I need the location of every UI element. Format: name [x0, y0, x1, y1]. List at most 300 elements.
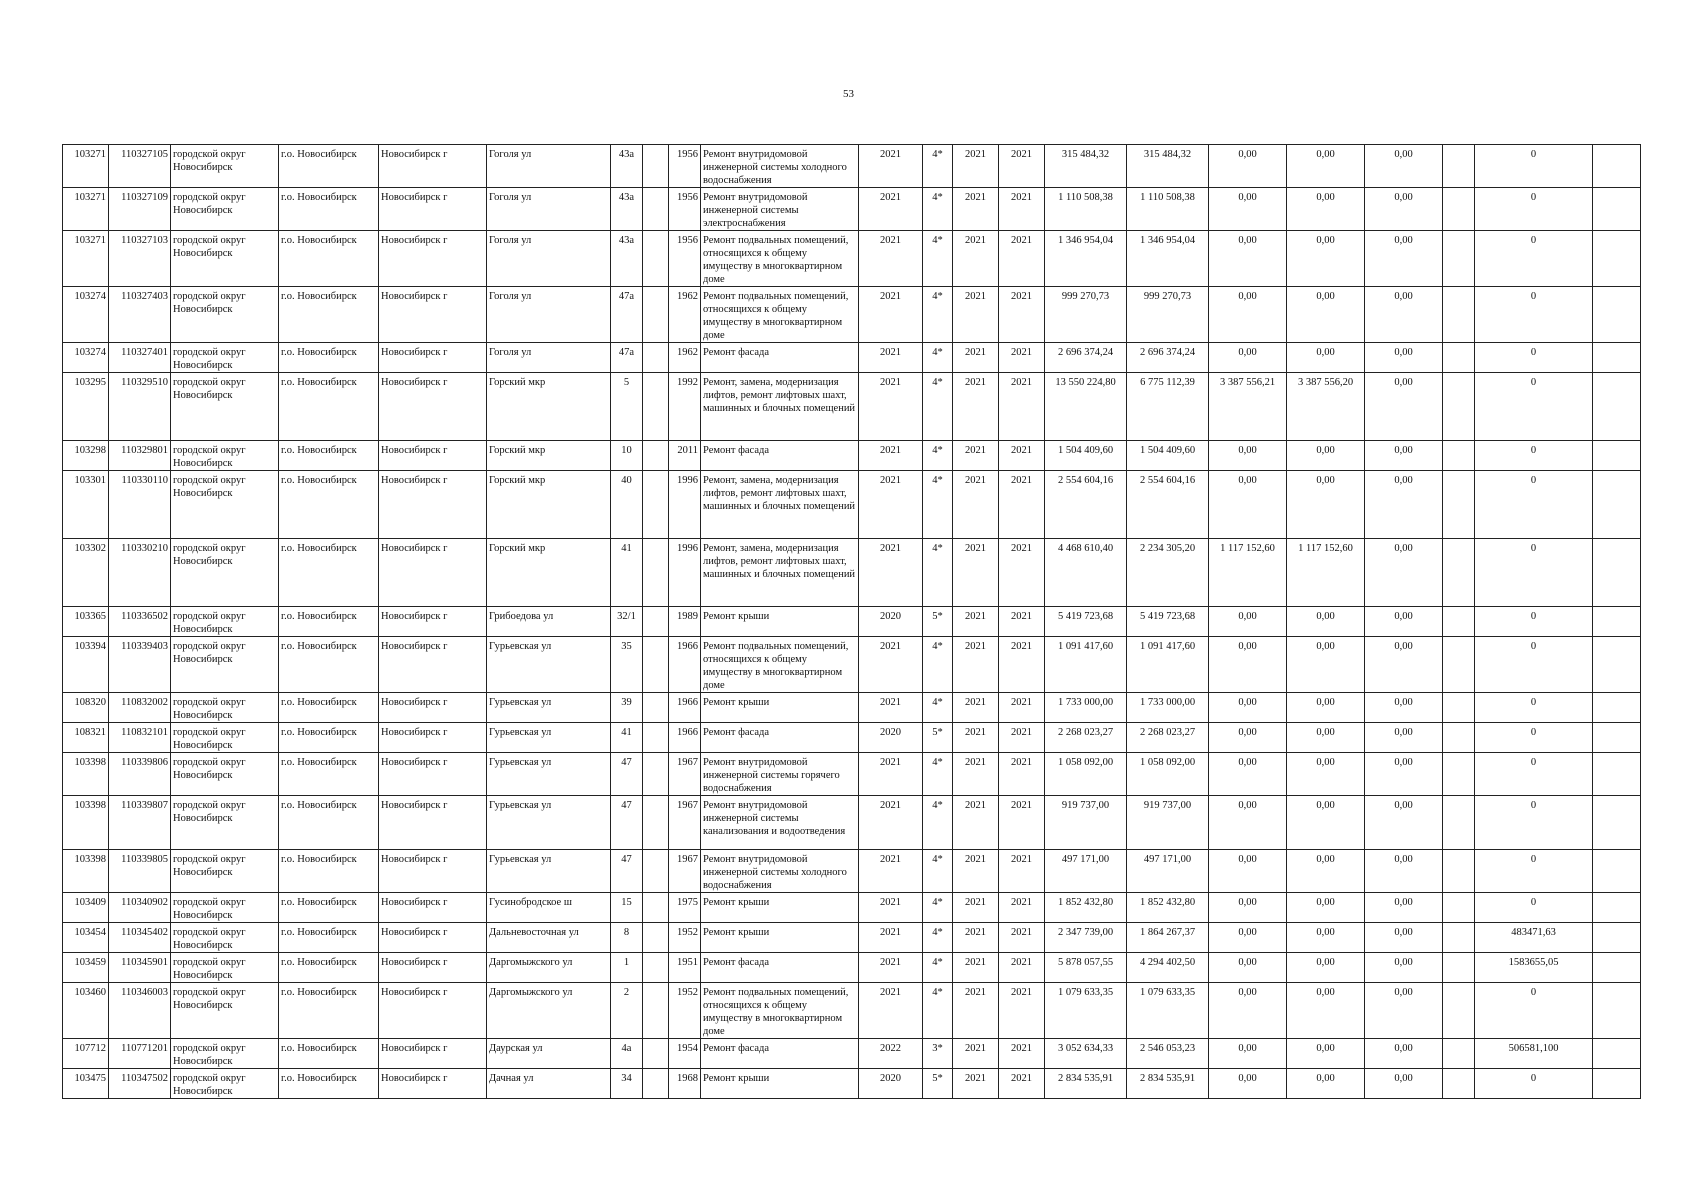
cost-v3: 0,00 [1365, 753, 1443, 796]
plan-year: 2021 [859, 753, 923, 796]
cost-v2: 0,00 [1287, 983, 1365, 1039]
year-built: 1992 [669, 373, 701, 441]
total-cost: 919 737,00 [1045, 796, 1127, 850]
end-year: 2021 [999, 637, 1045, 693]
empty-cell [1593, 753, 1641, 796]
owner-funds: 0 [1475, 145, 1593, 188]
city: Новосибирск г [379, 231, 487, 287]
table-row [63, 953, 1641, 983]
empty-cell [1593, 796, 1641, 850]
district: г.о. Новосибирск [279, 893, 379, 923]
cost-v1: 0,00 [1209, 188, 1287, 231]
total-cost: 1 110 508,38 [1045, 188, 1127, 231]
cost-v1: 0,00 [1209, 145, 1287, 188]
fund-cost: 2 554 604,16 [1127, 471, 1209, 539]
empty-cell [1443, 693, 1475, 723]
work-type: Ремонт, замена, модернизация лифтов, ремонт лифтовых шахт, машинных и блочных помещений [701, 373, 859, 441]
cost-v1: 0,00 [1209, 1069, 1287, 1099]
municipality: городской округ Новосибирск [171, 923, 279, 953]
owner-funds: 0 [1475, 637, 1593, 693]
cost-v3: 0,00 [1365, 983, 1443, 1039]
table-row [63, 1069, 1641, 1099]
priority: 4* [923, 753, 953, 796]
cost-v2: 0,00 [1287, 693, 1365, 723]
district: г.о. Новосибирск [279, 753, 379, 796]
year-built: 1952 [669, 983, 701, 1039]
district: г.о. Новосибирск [279, 188, 379, 231]
priority: 5* [923, 723, 953, 753]
empty-cell [1593, 607, 1641, 637]
empty-cell [1443, 373, 1475, 441]
empty-cell [1593, 1039, 1641, 1069]
municipality: городской округ Новосибирск [171, 953, 279, 983]
house-number: 5 [611, 373, 643, 441]
fund-cost: 6 775 112,39 [1127, 373, 1209, 441]
cost-v1: 0,00 [1209, 796, 1287, 850]
city: Новосибирск г [379, 850, 487, 893]
municipality: городской округ Новосибирск [171, 607, 279, 637]
cost-v1: 0,00 [1209, 983, 1287, 1039]
year-built: 1967 [669, 796, 701, 850]
total-cost: 1 079 633,35 [1045, 983, 1127, 1039]
cost-v3: 0,00 [1365, 287, 1443, 343]
house-number: 15 [611, 893, 643, 923]
cost-v3: 0,00 [1365, 441, 1443, 471]
municipality: городской округ Новосибирск [171, 693, 279, 723]
cost-v3: 0,00 [1365, 923, 1443, 953]
cost-v3: 0,00 [1365, 893, 1443, 923]
extra-cell [643, 471, 669, 539]
cost-v3: 0,00 [1365, 471, 1443, 539]
row-code: 110339805 [109, 850, 171, 893]
owner-funds: 0 [1475, 231, 1593, 287]
end-year: 2021 [999, 343, 1045, 373]
empty-cell [1443, 983, 1475, 1039]
house-number: 43а [611, 188, 643, 231]
empty-cell [1593, 637, 1641, 693]
fund-cost: 2 234 305,20 [1127, 539, 1209, 607]
house-number: 43а [611, 231, 643, 287]
empty-cell [1593, 471, 1641, 539]
table-row [63, 373, 1641, 441]
row-code: 110327401 [109, 343, 171, 373]
house-number: 34 [611, 1069, 643, 1099]
city: Новосибирск г [379, 539, 487, 607]
city: Новосибирск г [379, 723, 487, 753]
cost-v2: 0,00 [1287, 145, 1365, 188]
work-type: Ремонт внутридомовой инженерной системы электроснабжения [701, 188, 859, 231]
street: Даурская ул [487, 1039, 611, 1069]
plan-year: 2021 [859, 983, 923, 1039]
street: Гоголя ул [487, 343, 611, 373]
cost-v3: 0,00 [1365, 1069, 1443, 1099]
table-row [63, 983, 1641, 1039]
start-year: 2021 [953, 923, 999, 953]
plan-year: 2021 [859, 953, 923, 983]
district: г.о. Новосибирск [279, 607, 379, 637]
owner-funds: 0 [1475, 441, 1593, 471]
owner-funds: 506581,100 [1475, 1039, 1593, 1069]
year-built: 1954 [669, 1039, 701, 1069]
extra-cell [643, 343, 669, 373]
city: Новосибирск г [379, 471, 487, 539]
cost-v1: 0,00 [1209, 231, 1287, 287]
end-year: 2021 [999, 796, 1045, 850]
table-row [63, 637, 1641, 693]
cost-v2: 0,00 [1287, 1039, 1365, 1069]
cost-v3: 0,00 [1365, 539, 1443, 607]
start-year: 2021 [953, 983, 999, 1039]
cost-v2: 0,00 [1287, 231, 1365, 287]
owner-funds: 0 [1475, 983, 1593, 1039]
city: Новосибирск г [379, 983, 487, 1039]
work-type: Ремонт фасада [701, 1039, 859, 1069]
start-year: 2021 [953, 539, 999, 607]
cost-v2: 3 387 556,20 [1287, 373, 1365, 441]
work-type: Ремонт подвальных помещений, относящихся к общему имуществу в многоквартирном доме [701, 231, 859, 287]
house-number: 47а [611, 287, 643, 343]
street: Гурьевская ул [487, 753, 611, 796]
work-type: Ремонт фасада [701, 953, 859, 983]
work-type: Ремонт внутридомовой инженерной системы горячего водоснабжения [701, 753, 859, 796]
empty-cell [1443, 1069, 1475, 1099]
start-year: 2021 [953, 893, 999, 923]
fund-cost: 2 834 535,91 [1127, 1069, 1209, 1099]
row-code: 110327109 [109, 188, 171, 231]
empty-cell [1593, 188, 1641, 231]
row-id: 103271 [63, 145, 109, 188]
start-year: 2021 [953, 607, 999, 637]
start-year: 2021 [953, 953, 999, 983]
start-year: 2021 [953, 471, 999, 539]
row-id: 103398 [63, 850, 109, 893]
priority: 4* [923, 287, 953, 343]
end-year: 2021 [999, 983, 1045, 1039]
cost-v1: 0,00 [1209, 441, 1287, 471]
extra-cell [643, 796, 669, 850]
priority: 4* [923, 983, 953, 1039]
municipality: городской округ Новосибирск [171, 188, 279, 231]
house-number: 1 [611, 953, 643, 983]
work-type: Ремонт подвальных помещений, относящихся к общему имуществу в многоквартирном доме [701, 983, 859, 1039]
work-type: Ремонт крыши [701, 607, 859, 637]
empty-cell [1443, 145, 1475, 188]
table-row [63, 753, 1641, 796]
table-row [63, 923, 1641, 953]
row-code: 110330210 [109, 539, 171, 607]
table-row [63, 850, 1641, 893]
priority: 4* [923, 441, 953, 471]
cost-v3: 0,00 [1365, 723, 1443, 753]
house-number: 47а [611, 343, 643, 373]
owner-funds: 0 [1475, 287, 1593, 343]
municipality: городской округ Новосибирск [171, 539, 279, 607]
cost-v3: 0,00 [1365, 231, 1443, 287]
empty-cell [1593, 893, 1641, 923]
start-year: 2021 [953, 188, 999, 231]
municipality: городской округ Новосибирск [171, 145, 279, 188]
plan-year: 2021 [859, 637, 923, 693]
empty-cell [1443, 441, 1475, 471]
table-row [63, 607, 1641, 637]
district: г.о. Новосибирск [279, 373, 379, 441]
work-type: Ремонт внутридомовой инженерной системы холодного водоснабжения [701, 145, 859, 188]
house-number: 10 [611, 441, 643, 471]
row-id: 103459 [63, 953, 109, 983]
cost-v2: 0,00 [1287, 723, 1365, 753]
municipality: городской округ Новосибирск [171, 1039, 279, 1069]
row-id: 103365 [63, 607, 109, 637]
empty-cell [1443, 231, 1475, 287]
row-id: 103394 [63, 637, 109, 693]
empty-cell [1443, 893, 1475, 923]
street: Горский мкр [487, 539, 611, 607]
work-type: Ремонт, замена, модернизация лифтов, ремонт лифтовых шахт, машинных и блочных помещений [701, 539, 859, 607]
fund-cost: 1 346 954,04 [1127, 231, 1209, 287]
row-id: 103301 [63, 471, 109, 539]
cost-v3: 0,00 [1365, 343, 1443, 373]
fund-cost: 1 852 432,80 [1127, 893, 1209, 923]
city: Новосибирск г [379, 637, 487, 693]
empty-cell [1593, 953, 1641, 983]
district: г.о. Новосибирск [279, 923, 379, 953]
end-year: 2021 [999, 471, 1045, 539]
cost-v1: 0,00 [1209, 343, 1287, 373]
fund-cost: 1 091 417,60 [1127, 637, 1209, 693]
start-year: 2021 [953, 796, 999, 850]
priority: 3* [923, 1039, 953, 1069]
plan-year: 2021 [859, 373, 923, 441]
empty-cell [1593, 983, 1641, 1039]
end-year: 2021 [999, 850, 1045, 893]
table-row [63, 145, 1641, 188]
district: г.о. Новосибирск [279, 637, 379, 693]
cost-v2: 0,00 [1287, 923, 1365, 953]
work-type: Ремонт крыши [701, 693, 859, 723]
municipality: городской округ Новосибирск [171, 471, 279, 539]
end-year: 2021 [999, 893, 1045, 923]
owner-funds: 0 [1475, 471, 1593, 539]
empty-cell [1443, 343, 1475, 373]
end-year: 2021 [999, 1039, 1045, 1069]
cost-v2: 0,00 [1287, 441, 1365, 471]
district: г.о. Новосибирск [279, 343, 379, 373]
cost-v2: 0,00 [1287, 953, 1365, 983]
row-id: 103298 [63, 441, 109, 471]
cost-v2: 0,00 [1287, 471, 1365, 539]
row-code: 110329801 [109, 441, 171, 471]
work-type: Ремонт подвальных помещений, относящихся к общему имуществу в многоквартирном доме [701, 637, 859, 693]
table-row [63, 471, 1641, 539]
street: Гурьевская ул [487, 723, 611, 753]
city: Новосибирск г [379, 753, 487, 796]
extra-cell [643, 753, 669, 796]
cost-v1: 0,00 [1209, 723, 1287, 753]
plan-year: 2020 [859, 607, 923, 637]
priority: 4* [923, 923, 953, 953]
row-code: 110327105 [109, 145, 171, 188]
plan-year: 2021 [859, 893, 923, 923]
cost-v1: 0,00 [1209, 953, 1287, 983]
owner-funds: 0 [1475, 373, 1593, 441]
end-year: 2021 [999, 188, 1045, 231]
end-year: 2021 [999, 287, 1045, 343]
plan-year: 2021 [859, 343, 923, 373]
row-id: 108321 [63, 723, 109, 753]
end-year: 2021 [999, 441, 1045, 471]
cost-v1: 0,00 [1209, 850, 1287, 893]
end-year: 2021 [999, 753, 1045, 796]
municipality: городской округ Новосибирск [171, 1069, 279, 1099]
priority: 5* [923, 1069, 953, 1099]
start-year: 2021 [953, 753, 999, 796]
extra-cell [643, 607, 669, 637]
table-row [63, 188, 1641, 231]
extra-cell [643, 1039, 669, 1069]
city: Новосибирск г [379, 287, 487, 343]
total-cost: 5 878 057,55 [1045, 953, 1127, 983]
street: Гоголя ул [487, 188, 611, 231]
table-row [63, 893, 1641, 923]
empty-cell [1443, 471, 1475, 539]
year-built: 1962 [669, 287, 701, 343]
fund-cost: 2 546 053,23 [1127, 1039, 1209, 1069]
table-row [63, 693, 1641, 723]
start-year: 2021 [953, 1069, 999, 1099]
house-number: 41 [611, 539, 643, 607]
owner-funds: 1583655,05 [1475, 953, 1593, 983]
owner-funds: 0 [1475, 723, 1593, 753]
end-year: 2021 [999, 145, 1045, 188]
total-cost: 5 419 723,68 [1045, 607, 1127, 637]
priority: 4* [923, 343, 953, 373]
row-code: 110346003 [109, 983, 171, 1039]
fund-cost: 1 110 508,38 [1127, 188, 1209, 231]
row-code: 110329510 [109, 373, 171, 441]
row-code: 110340902 [109, 893, 171, 923]
work-type: Ремонт крыши [701, 893, 859, 923]
total-cost: 497 171,00 [1045, 850, 1127, 893]
cost-v2: 0,00 [1287, 343, 1365, 373]
table-row [63, 539, 1641, 607]
row-code: 110339806 [109, 753, 171, 796]
plan-year: 2021 [859, 850, 923, 893]
cost-v3: 0,00 [1365, 145, 1443, 188]
district: г.о. Новосибирск [279, 796, 379, 850]
empty-cell [1593, 373, 1641, 441]
cost-v3: 0,00 [1365, 693, 1443, 723]
empty-cell [1593, 539, 1641, 607]
work-type: Ремонт внутридомовой инженерной системы канализования и водоотведения [701, 796, 859, 850]
house-number: 47 [611, 850, 643, 893]
city: Новосибирск г [379, 373, 487, 441]
owner-funds: 0 [1475, 850, 1593, 893]
plan-year: 2021 [859, 693, 923, 723]
start-year: 2021 [953, 373, 999, 441]
district: г.о. Новосибирск [279, 1039, 379, 1069]
start-year: 2021 [953, 287, 999, 343]
extra-cell [643, 637, 669, 693]
row-code: 110345402 [109, 923, 171, 953]
municipality: городской округ Новосибирск [171, 723, 279, 753]
city: Новосибирск г [379, 796, 487, 850]
municipality: городской округ Новосибирск [171, 637, 279, 693]
street: Дачная ул [487, 1069, 611, 1099]
plan-year: 2021 [859, 539, 923, 607]
empty-cell [1443, 1039, 1475, 1069]
house-number: 39 [611, 693, 643, 723]
year-built: 1968 [669, 1069, 701, 1099]
row-code: 110771201 [109, 1039, 171, 1069]
year-built: 2011 [669, 441, 701, 471]
cost-v1: 3 387 556,21 [1209, 373, 1287, 441]
empty-cell [1593, 343, 1641, 373]
priority: 4* [923, 145, 953, 188]
end-year: 2021 [999, 231, 1045, 287]
start-year: 2021 [953, 850, 999, 893]
cost-v2: 0,00 [1287, 188, 1365, 231]
empty-cell [1593, 231, 1641, 287]
municipality: городской округ Новосибирск [171, 441, 279, 471]
cost-v1: 0,00 [1209, 1039, 1287, 1069]
cost-v1: 0,00 [1209, 753, 1287, 796]
table-row [63, 343, 1641, 373]
priority: 4* [923, 471, 953, 539]
plan-year: 2020 [859, 723, 923, 753]
cost-v2: 0,00 [1287, 637, 1365, 693]
municipality: городской округ Новосибирск [171, 287, 279, 343]
house-number: 43а [611, 145, 643, 188]
plan-year: 2021 [859, 287, 923, 343]
work-type: Ремонт, замена, модернизация лифтов, ремонт лифтовых шахт, машинных и блочных помещений [701, 471, 859, 539]
cost-v2: 0,00 [1287, 1069, 1365, 1099]
owner-funds: 0 [1475, 188, 1593, 231]
priority: 4* [923, 693, 953, 723]
street: Грибоедова ул [487, 607, 611, 637]
work-type: Ремонт фасада [701, 723, 859, 753]
empty-cell [1593, 850, 1641, 893]
row-id: 103271 [63, 188, 109, 231]
extra-cell [643, 231, 669, 287]
end-year: 2021 [999, 373, 1045, 441]
city: Новосибирск г [379, 1039, 487, 1069]
extra-cell [643, 983, 669, 1039]
house-number: 8 [611, 923, 643, 953]
street: Гурьевская ул [487, 850, 611, 893]
year-built: 1966 [669, 637, 701, 693]
empty-cell [1593, 923, 1641, 953]
priority: 4* [923, 893, 953, 923]
empty-cell [1593, 723, 1641, 753]
end-year: 2021 [999, 1069, 1045, 1099]
total-cost: 4 468 610,40 [1045, 539, 1127, 607]
owner-funds: 0 [1475, 539, 1593, 607]
start-year: 2021 [953, 693, 999, 723]
plan-year: 2021 [859, 796, 923, 850]
priority: 4* [923, 539, 953, 607]
end-year: 2021 [999, 607, 1045, 637]
empty-cell [1593, 693, 1641, 723]
row-code: 110327103 [109, 231, 171, 287]
fund-cost: 5 419 723,68 [1127, 607, 1209, 637]
row-id: 103274 [63, 287, 109, 343]
total-cost: 2 696 374,24 [1045, 343, 1127, 373]
city: Новосибирск г [379, 441, 487, 471]
cost-v2: 0,00 [1287, 287, 1365, 343]
district: г.о. Новосибирск [279, 850, 379, 893]
work-type: Ремонт внутридомовой инженерной системы холодного водоснабжения [701, 850, 859, 893]
house-number: 47 [611, 753, 643, 796]
